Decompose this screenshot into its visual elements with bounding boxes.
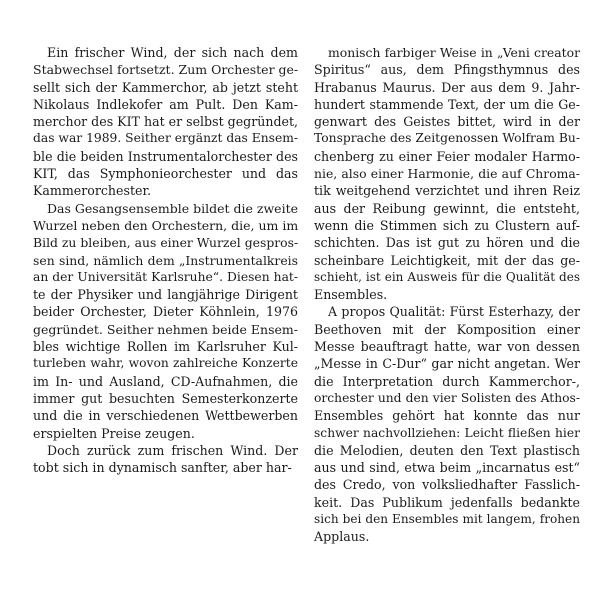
text-line: das war 1989. Seither ergänzt das Ensem- bbox=[33, 131, 299, 146]
text-line: Doch zurück zum frischen Wind. Der bbox=[47, 442, 298, 458]
text-line: orchester und den vier Solisten des Athos- bbox=[314, 390, 580, 405]
text-line: bles wichtige Rollen im Karlsruher Kul- bbox=[33, 339, 298, 355]
text-line: genwart des Geistes bittet, wird in der bbox=[314, 114, 580, 130]
text-line: beider Orchester, Dieter Köhnlein, 1976 bbox=[33, 304, 298, 320]
article-paragraph bbox=[314, 303, 580, 545]
text-line: tobt sich in dynamisch sanfter, aber har- bbox=[33, 460, 292, 476]
text-line: schichten. Das ist gut zu hören und die bbox=[314, 235, 580, 251]
text-line: Stabwechsel fortsetzt. Zum Orchester ge- bbox=[33, 62, 299, 78]
text-line: aus und sind, etwa beim „incarnatus est“ bbox=[314, 460, 580, 476]
text-line: Ensembles. bbox=[314, 287, 388, 303]
text-line: Spiritus“ aus, dem Pfingsthymnus des bbox=[314, 62, 580, 78]
text-line: sich bei den Ensembles mit langem, frohen bbox=[314, 512, 580, 527]
text-line: ble die beiden Instrumentalorchester des bbox=[33, 148, 298, 164]
text-line: merchor des KIT hat er selbst gegründet, bbox=[33, 114, 299, 130]
text-line: und die in verschiedenen Wettbewerben bbox=[33, 408, 298, 424]
text-line: an der Universität Karlsruhe“. Diesen hat- bbox=[33, 269, 298, 284]
text-line: Das Gesangsensemble bildet die zweite bbox=[47, 200, 298, 216]
text-line: scheinbare Leichtigkeit, mit der das ge- bbox=[314, 252, 580, 268]
text-line: Ensembles gehört hat konnte das nur bbox=[314, 408, 580, 424]
text-line: erspielten Preise zeugen. bbox=[33, 425, 195, 441]
article-column-left bbox=[33, 44, 298, 476]
text-line: die Melodien, deuten den Text plastisch bbox=[314, 442, 580, 458]
text-line: nie, also einer Harmonie, die auf Chroma- bbox=[314, 166, 580, 182]
text-line: tik weitgehend verzichtet und ihren Reiz bbox=[314, 183, 580, 199]
text-line: sellt sich der Kammerchor, ab jetzt steht bbox=[33, 79, 298, 95]
text-line: chenberg zu einer Feier modaler Harmo- bbox=[314, 148, 580, 164]
text-line: gegründet. Seither nehmen beide Ensem- bbox=[33, 321, 298, 337]
text-line: te der Physiker und langjährige Dirigent bbox=[33, 287, 298, 303]
text-line: hundert stammende Text, der um die Ge- bbox=[314, 96, 580, 112]
text-line: KIT, das Symphonieorchester und das bbox=[33, 166, 298, 182]
article-paragraph bbox=[33, 442, 298, 477]
text-line: die Interpretation durch Kammerchor-, bbox=[314, 373, 580, 389]
text-line: Ein frischer Wind, der sich nach dem bbox=[47, 45, 298, 60]
text-line: Hrabanus Maurus. Der aus dem 9. Jahr- bbox=[314, 79, 580, 95]
text-line: schwer nachvollziehen: Leicht fließen hier bbox=[314, 425, 580, 440]
text-line: Wurzel neben den Orchestern, die, um im bbox=[33, 217, 299, 233]
article-column-right bbox=[314, 44, 580, 546]
text-line: Tonsprache des Zeitgenossen Wolfram Bu- bbox=[314, 131, 580, 146]
text-line: turleben wahr, wovon zahlreiche Konzerte bbox=[33, 356, 298, 371]
article-paragraph bbox=[314, 44, 580, 303]
text-line: Applaus. bbox=[314, 529, 370, 545]
text-line: keit. Das Publikum jedenfalls bedankte bbox=[314, 494, 580, 510]
text-line: aus der Reibung gewinnt, die entsteht, bbox=[314, 200, 580, 216]
article-paragraph bbox=[33, 200, 298, 442]
text-line: A propos Qualität: Fürst Esterhazy, der bbox=[328, 304, 580, 320]
text-line: im In- und Ausland, CD-Aufnahmen, die bbox=[33, 373, 298, 389]
text-line: wenn die Stimmen sich zu Clustern auf- bbox=[314, 217, 580, 233]
text-line: Kammerorchester. bbox=[33, 183, 152, 199]
text-line: des Credo, von volksliedhafter Fasslich- bbox=[314, 477, 580, 493]
text-line: Bild zu bleiben, aus einer Wurzel gespros- bbox=[33, 235, 299, 251]
text-line: schieht, ist ein Ausweis für die Qualität des bbox=[314, 269, 580, 284]
text-line: Nikolaus Indlekofer am Pult. Den Kam- bbox=[33, 96, 298, 112]
text-line: monisch farbiger Weise in „Veni creator bbox=[328, 45, 580, 60]
text-line: sen sind, nämlich dem „Instrumentalkreis bbox=[33, 252, 298, 268]
text-line: „Messe in C-Dur“ gar nicht angetan. Wer bbox=[314, 356, 580, 372]
text-line: immer gut besuchten Semesterkonzerte bbox=[33, 390, 298, 406]
article-paragraph bbox=[33, 44, 298, 200]
text-line: Beethoven mit der Komposition einer bbox=[314, 321, 580, 337]
text-line: Messe beauftragt hatte, war von dessen bbox=[314, 339, 580, 355]
